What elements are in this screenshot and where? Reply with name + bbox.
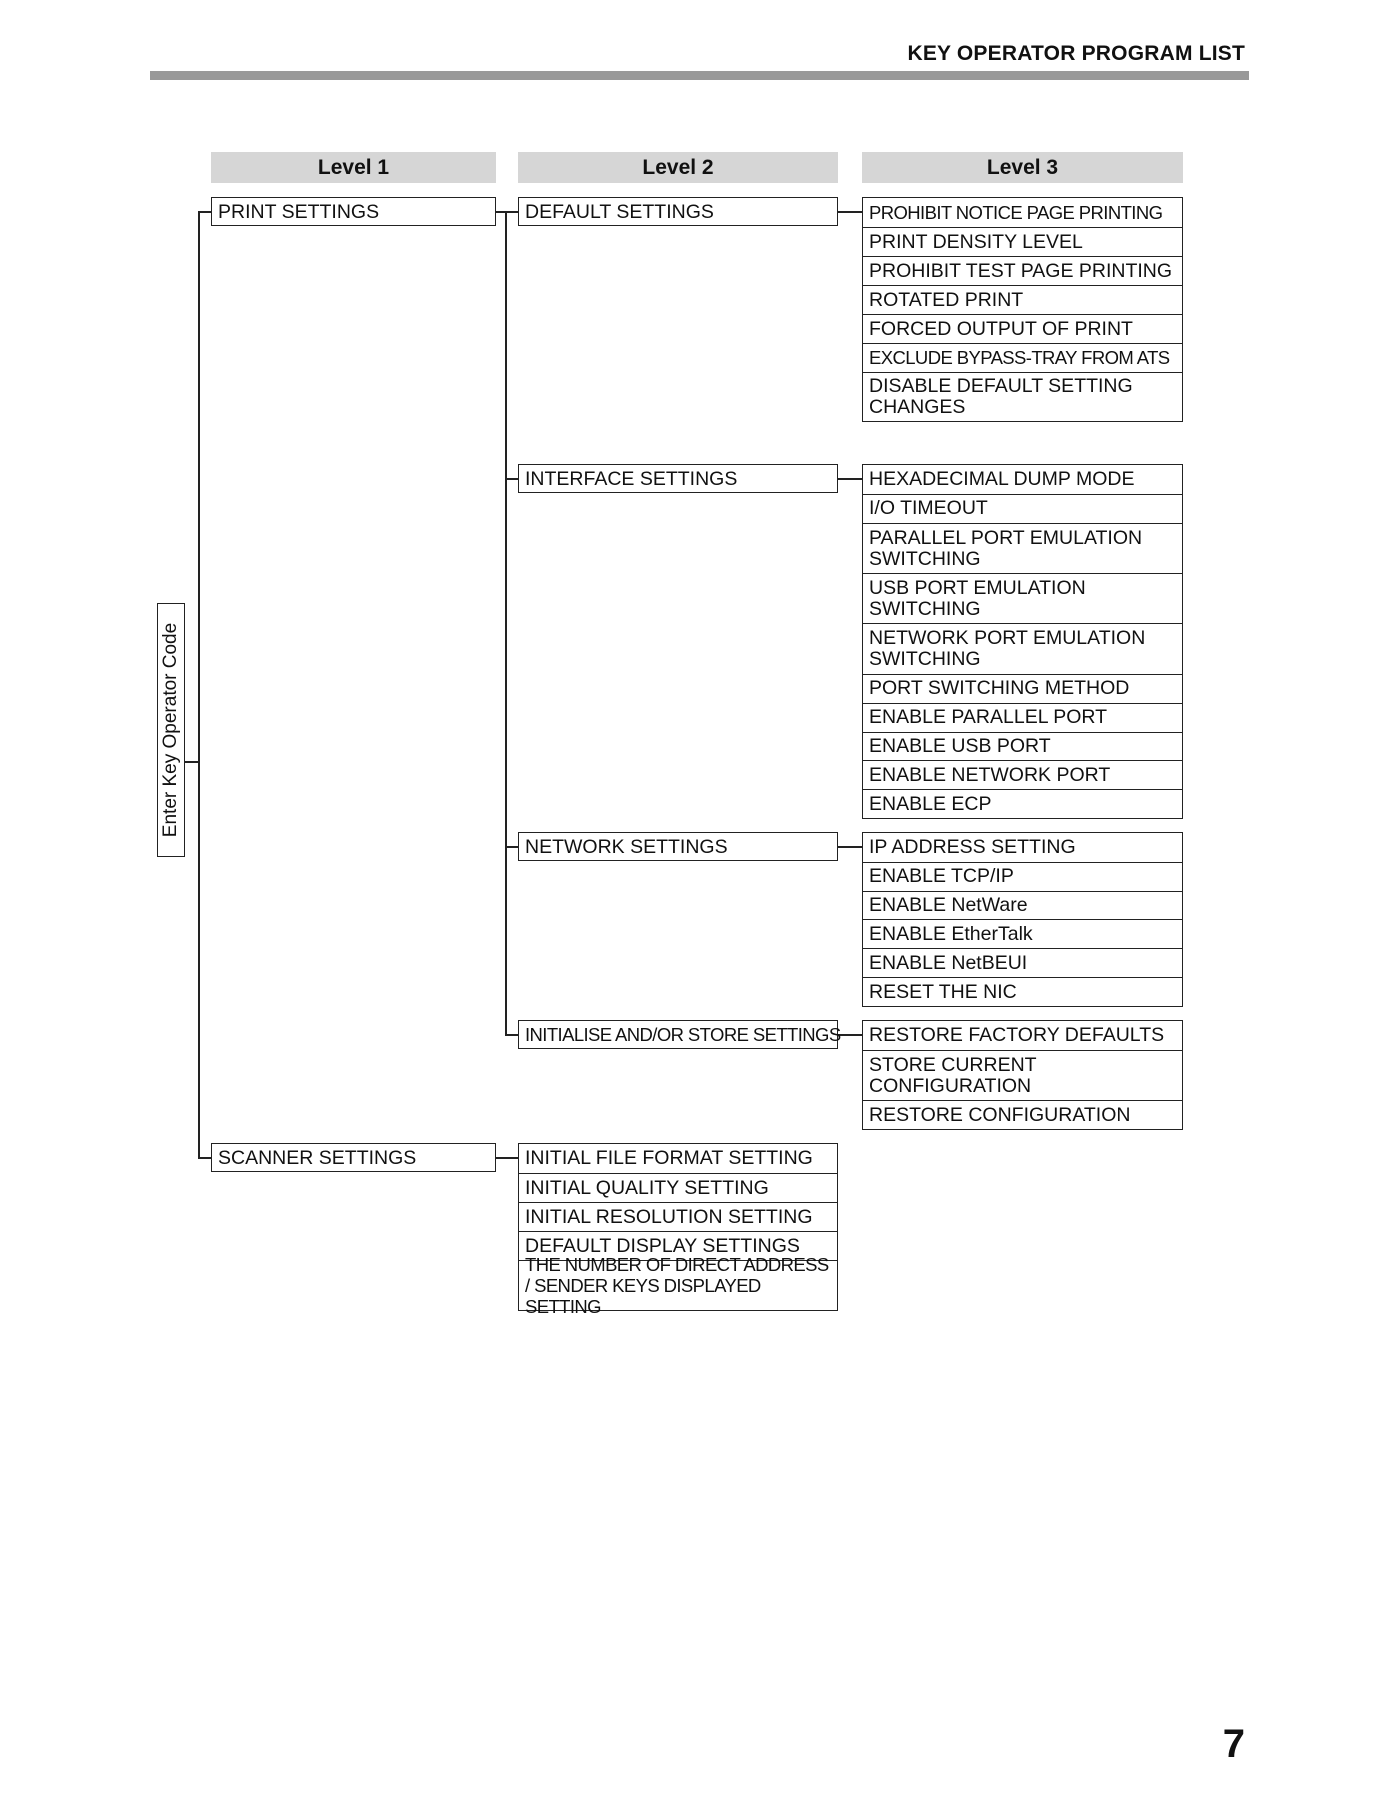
enter-key-operator-code-box xyxy=(157,603,185,857)
level1-print-settings xyxy=(211,197,496,226)
level2-label: DEFAULT SETTINGS xyxy=(525,201,714,223)
list-item: ENABLE NetWare xyxy=(863,891,1182,920)
list-item: PROHIBIT NOTICE PAGE PRINTING xyxy=(869,201,1163,223)
list-item: RESTORE CONFIGURATION xyxy=(863,1100,1182,1129)
level2-network-settings xyxy=(518,832,838,861)
list-item: HEXADECIMAL DUMP MODE xyxy=(869,467,1135,490)
list-item: INITIAL RESOLUTION SETTING xyxy=(519,1202,837,1231)
level1-print-settings-label: PRINT SETTINGS xyxy=(218,201,380,223)
level2-interface-settings xyxy=(518,464,838,493)
list-item: PROHIBIT TEST PAGE PRINTING xyxy=(863,256,1182,285)
connector xyxy=(198,211,200,1158)
level3-default-settings-list xyxy=(862,197,1183,422)
level2-initialise-settings xyxy=(518,1020,841,1049)
list-item: NETWORK PORT EMULATION SWITCHING xyxy=(863,623,1182,674)
list-item: FORCED OUTPUT OF PRINT xyxy=(863,314,1182,343)
level3-network-settings-list xyxy=(862,832,1183,1007)
list-item: RESET THE NIC xyxy=(863,977,1182,1006)
level2-scanner-settings-list xyxy=(518,1143,838,1317)
connector xyxy=(496,1157,518,1159)
connector xyxy=(505,1034,518,1036)
level1-scanner-settings-label: SCANNER SETTINGS xyxy=(218,1147,417,1169)
list-item: INITIAL FILE FORMAT SETTING xyxy=(525,1147,813,1169)
list-item: EXCLUDE BYPASS-TRAY FROM ATS xyxy=(863,343,1182,372)
list-item: PARALLEL PORT EMULATION SWITCHING xyxy=(863,523,1182,574)
connector xyxy=(496,211,518,213)
list-item: ENABLE NetBEUI xyxy=(863,948,1182,977)
list-item: ENABLE ECP xyxy=(863,789,1182,818)
level2-label: INTERFACE SETTINGS xyxy=(525,468,738,490)
connector xyxy=(185,761,199,763)
list-item: STORE CURRENT CONFIGURATION xyxy=(863,1050,1182,1100)
level3-interface-settings-list xyxy=(862,464,1183,819)
list-item: IP ADDRESS SETTING xyxy=(869,835,1076,858)
level1-scanner-settings xyxy=(211,1143,496,1172)
list-item: ENABLE PARALLEL PORT xyxy=(863,703,1182,732)
connector xyxy=(505,478,518,480)
level3-initialise-settings-list xyxy=(862,1020,1183,1130)
level-1-heading: Level 1 xyxy=(211,152,496,183)
page-header-title: KEY OPERATOR PROGRAM LIST xyxy=(907,42,1245,65)
list-item: THE NUMBER OF DIRECT ADDRESS / SENDER KEYS DISPLAYED SETTING xyxy=(519,1260,837,1310)
list-item: INITIAL QUALITY SETTING xyxy=(519,1173,837,1202)
connector xyxy=(838,1034,862,1036)
list-item: PORT SWITCHING METHOD xyxy=(863,674,1182,703)
list-item: ENABLE EtherTalk xyxy=(863,919,1182,948)
connector xyxy=(838,211,862,213)
connector xyxy=(505,846,518,848)
level2-label: NETWORK SETTINGS xyxy=(525,836,728,858)
list-item: DEFAULT DISPLAY SETTINGS xyxy=(519,1231,837,1260)
connector xyxy=(198,1157,211,1159)
list-item: PRINT DENSITY LEVEL xyxy=(863,227,1182,256)
page-number: 7 xyxy=(1222,1722,1245,1766)
level2-label: INITIALISE AND/OR STORE SETTINGS xyxy=(525,1024,841,1045)
list-item: ENABLE USB PORT xyxy=(863,732,1182,761)
list-item: RESTORE FACTORY DEFAULTS xyxy=(869,1024,1165,1046)
level2-default-settings xyxy=(518,197,838,226)
enter-key-operator-code-label: Enter Key Operator Code xyxy=(160,622,181,838)
level-3-heading: Level 3 xyxy=(862,152,1183,183)
list-item: ROTATED PRINT xyxy=(863,285,1182,314)
list-item: DISABLE DEFAULT SETTING CHANGES xyxy=(863,372,1182,421)
connector xyxy=(838,478,862,480)
connector xyxy=(198,211,211,213)
header-rule xyxy=(150,71,1249,80)
list-item: ENABLE NETWORK PORT xyxy=(863,760,1182,789)
connector xyxy=(505,211,507,1035)
list-item: ENABLE TCP/IP xyxy=(863,862,1182,891)
level-2-heading: Level 2 xyxy=(518,152,838,183)
list-item: I/O TIMEOUT xyxy=(863,494,1182,523)
connector xyxy=(838,846,862,848)
list-item: USB PORT EMULATION SWITCHING xyxy=(863,573,1182,623)
